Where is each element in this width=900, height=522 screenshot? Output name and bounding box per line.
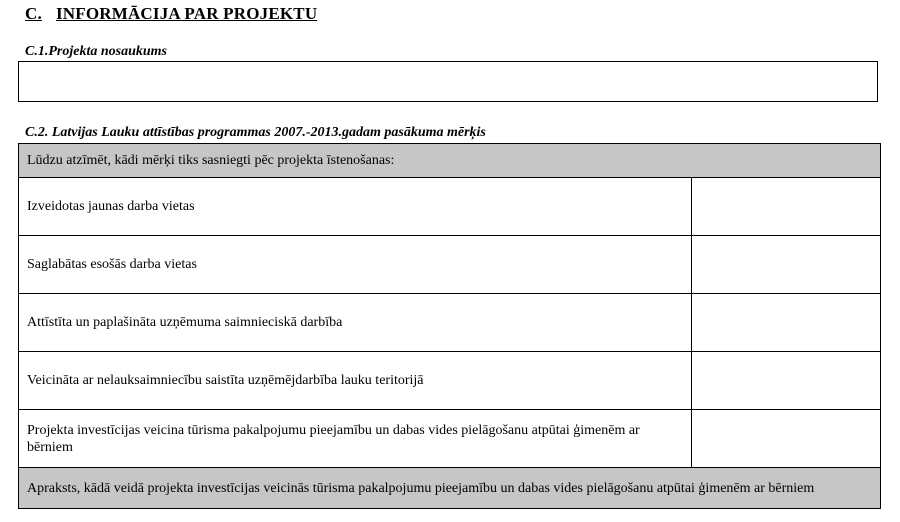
goal-label: Attīstīta un paplašināta uzņēmuma saimnieciskā darbība <box>19 294 692 352</box>
goals-instruction: Lūdzu atzīmēt, kādi mērķi tiks sasniegti pēc projekta īstenošanas: <box>19 144 881 178</box>
goal-row <box>19 410 881 468</box>
section-heading <box>25 4 317 24</box>
goal-check-cell[interactable] <box>692 410 881 468</box>
goal-label: Saglabātas esošās darba vietas <box>19 236 692 294</box>
section-number: C. <box>25 4 42 23</box>
goal-check-cell[interactable] <box>692 178 881 236</box>
goal-row <box>19 178 881 236</box>
goal-label: Projekta investīcijas veicina tūrisma pakalpojumu pieejamību un dabas vides pielāgošanu atpūtai ģimenēm ar bērniem <box>19 410 692 468</box>
project-name-label: C.1.Projekta nosaukums <box>25 44 167 59</box>
goal-row <box>19 294 881 352</box>
goals-label: C.2. Latvijas Lauku attīstības programmas 2007.-2013.gadam pasākuma mērķis <box>25 125 486 140</box>
goal-label: Izveidotas jaunas darba vietas <box>19 178 692 236</box>
project-name-field[interactable] <box>18 61 878 102</box>
goal-row <box>19 352 881 410</box>
description-prompt: Apraksts, kādā veidā projekta investīcijas veicinās tūrisma pakalpojumu pieejamību un dabas vides pielāgošanu atpūtai ģimenēm ar bērniem <box>19 468 881 509</box>
goal-check-cell[interactable] <box>692 236 881 294</box>
section-title: INFORMĀCIJA PAR PROJEKTU <box>55 4 318 23</box>
goal-row <box>19 236 881 294</box>
goal-check-cell[interactable] <box>692 352 881 410</box>
goals-table <box>18 143 881 509</box>
goal-check-cell[interactable] <box>692 294 881 352</box>
goal-label: Veicināta ar nelauksaimniecību saistīta uzņēmējdarbība lauku teritorijā <box>19 352 692 410</box>
